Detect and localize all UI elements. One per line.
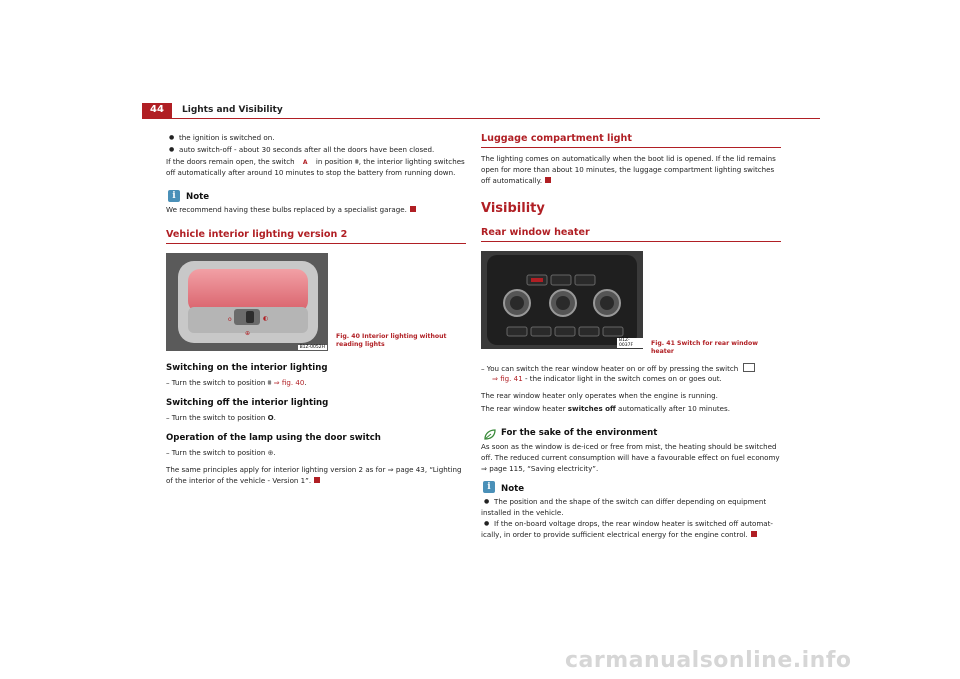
note2-title: Note	[501, 484, 525, 494]
page-number: 44	[150, 104, 164, 115]
section-title-interior-v2: Vehicle interior lighting version 2	[166, 229, 466, 244]
rear-heater-switch-icon	[743, 363, 755, 372]
note2-end-text: ically, in order to provide sufficient electrical energy for the engine control.	[481, 530, 748, 539]
para1-b: in position	[315, 157, 353, 166]
step-off-text: – Turn the switch to position	[166, 413, 266, 422]
page-title: Lights and Visibility	[182, 105, 283, 115]
fig40-link[interactable]: ⇒ fig. 40	[273, 378, 305, 387]
chapter-title-visibility: Visibility	[481, 201, 545, 216]
env-line-2: off. The reduced current consumption will have a favourable effect on fuel economy	[481, 453, 780, 462]
env-line-3[interactable]: ⇒ page 115, “Saving electricity”.	[481, 464, 599, 473]
engine-running-line: The rear window heater only operates when the engine is running.	[481, 391, 718, 400]
header-rule	[172, 118, 820, 119]
bullet-ignition: ● the ignition is switched on.	[179, 133, 274, 143]
door-switch-icon: ⩩	[267, 379, 272, 387]
auto-off-a: The rear window heater	[481, 404, 566, 413]
figure-41	[481, 251, 643, 349]
note2-bullet-1-line-2: installed in the vehicle.	[481, 508, 564, 517]
note-text	[166, 205, 416, 215]
svg-text:o: o	[228, 316, 232, 323]
fig41-caption: Fig. 41 Switch for rear window heater	[651, 340, 758, 355]
auto-off-line	[481, 404, 730, 414]
position-o: O	[267, 413, 274, 422]
version2-paragraph-2	[166, 476, 320, 486]
interior-light-illustration	[166, 253, 328, 351]
note-body: We recommend having these bulbs replaced by a specialist garage.	[166, 205, 407, 214]
version2-paragraph-1: The same principles apply for interior lighting version 2 as for ⇒ page 43, “Lighting	[166, 465, 462, 474]
svg-text:⊕: ⊕	[245, 330, 251, 337]
watermark: carmanualsonline.info	[565, 648, 852, 673]
fig41-code: B1Z-0037F	[617, 338, 643, 348]
fig40-caption: Fig. 40 Interior lighting without reading lights	[336, 333, 447, 348]
step-on-text: – Turn the switch to position	[166, 378, 266, 387]
door-contact-icon: ⊕	[267, 449, 274, 457]
end-marker	[314, 477, 320, 483]
section-title-rear-heater: Rear window heater	[481, 227, 781, 242]
svg-text:◐: ◐	[263, 315, 269, 322]
step-rear-text: – You can switch the rear window heater on or off by pressing the switch	[481, 364, 739, 373]
para1-c: , the interior lighting switches	[358, 157, 465, 166]
sub-switching-off: Switching off the interior lighting	[166, 398, 329, 408]
fig40-code: B1Z-0052H	[299, 345, 325, 350]
figure-40	[166, 253, 328, 351]
fig41-link[interactable]: ⇒ fig. 41	[492, 374, 523, 383]
environment-title: For the sake of the environment	[501, 428, 658, 438]
para1-a: If the doors remain open, the switch	[166, 157, 295, 166]
info-icon: i	[483, 481, 495, 493]
switching-off-step: – Turn the switch to position O.	[166, 413, 276, 422]
door-switch-step: – Turn the switch to position ⊕.	[166, 448, 276, 457]
note-title: Note	[186, 192, 210, 202]
bullet-auto-off: ● auto switch-off - about 30 seconds after all the doors have been closed.	[179, 145, 434, 155]
end-marker	[410, 206, 416, 212]
rear-heater-step-2	[492, 374, 722, 384]
indicator-text: - the indicator light in the switch comes on or goes out.	[522, 374, 722, 383]
sub-door-switch: Operation of the lamp using the door switch	[166, 433, 381, 443]
para1-d: off automatically after around 10 minutes to stop the battery from running down.	[166, 168, 456, 177]
luggage-end-text: off automatically.	[481, 176, 543, 185]
door-switch-icon: ⩩	[354, 158, 359, 166]
end-marker	[545, 177, 551, 183]
version2-text: of the interior of the vehicle - Version 1”.	[166, 476, 312, 485]
note2-bullet-2-line-2	[481, 530, 757, 540]
end-marker	[751, 531, 757, 537]
info-icon: i	[168, 190, 180, 202]
section-title-luggage: Luggage compartment light	[481, 133, 781, 148]
luggage-line-3	[481, 176, 551, 186]
climate-panel-illustration	[481, 251, 643, 349]
door-open-paragraph	[166, 157, 466, 168]
auto-off-c: automatically after 10 minutes.	[618, 404, 730, 413]
switching-on-step: – Turn the switch to position ⩩ ⇒ fig. 40.	[166, 378, 307, 387]
switch-marker: A	[302, 159, 308, 166]
env-line-1: As soon as the window is de-iced or free from mist, the heating should be switched	[481, 442, 777, 451]
note2-bullet-2-line-1: ● If the on-board voltage drops, the rear window heater is switched off automat-	[494, 519, 773, 529]
sub-switching-on: Switching on the interior lighting	[166, 363, 328, 373]
rear-heater-step-1	[481, 363, 755, 374]
step-door-text: – Turn the switch to position	[166, 448, 266, 457]
luggage-line-1: The lighting comes on automatically when the boot lid is opened. If the lid remains	[481, 154, 776, 163]
note2-bullet-1-line-1: ● The position and the shape of the switch can differ depending on equipment	[494, 497, 766, 507]
luggage-line-2: open for more than about 10 minutes, the luggage compartment lighting switches	[481, 165, 775, 174]
auto-off-bold: switches off	[567, 404, 616, 413]
